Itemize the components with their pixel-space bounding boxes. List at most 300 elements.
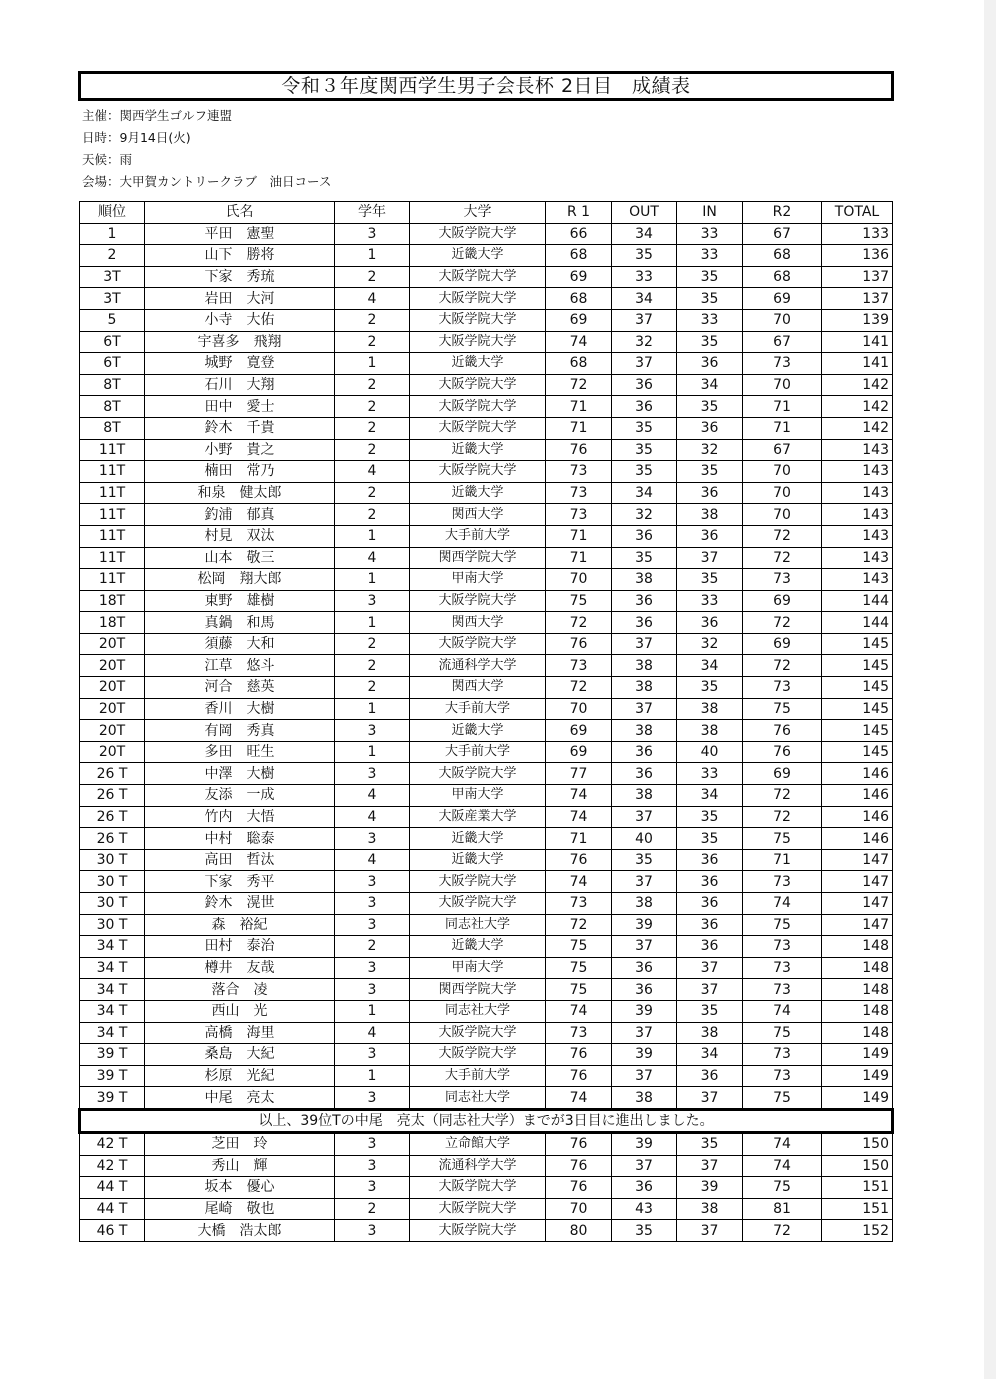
- in-cell: 36: [677, 417, 743, 439]
- out-cell: 35: [612, 547, 677, 569]
- total-cell: 146: [822, 828, 893, 850]
- in-cell: 36: [677, 893, 743, 915]
- rank-cell: 42 T: [80, 1132, 145, 1155]
- r1-cell: 68: [546, 245, 612, 267]
- out-cell: 37: [612, 309, 677, 331]
- table-row: [80, 1000, 893, 1022]
- total-cell: 145: [822, 720, 893, 742]
- total-cell: 150: [822, 1155, 893, 1177]
- in-cell: 37: [677, 1220, 743, 1242]
- in-cell: 35: [677, 396, 743, 418]
- university-cell: 大阪学院大学: [410, 396, 546, 418]
- r2-cell: 72: [743, 547, 822, 569]
- university-cell: 大阪学院大学: [410, 763, 546, 785]
- r2-cell: 73: [743, 569, 822, 591]
- grade-cell: 2: [335, 482, 410, 504]
- total-cell: 149: [822, 1044, 893, 1066]
- in-cell: 35: [677, 569, 743, 591]
- out-cell: 37: [612, 1065, 677, 1087]
- results-body-advanced: [80, 223, 893, 1109]
- table-row: [80, 309, 893, 331]
- total-cell: 147: [822, 849, 893, 871]
- total-cell: 151: [822, 1198, 893, 1220]
- grade-cell: 3: [335, 1044, 410, 1066]
- r1-cell: 70: [546, 698, 612, 720]
- grade-cell: 2: [335, 439, 410, 461]
- rank-cell: 20T: [80, 633, 145, 655]
- grade-cell: 2: [335, 331, 410, 353]
- grade-cell: 3: [335, 223, 410, 245]
- out-cell: 38: [612, 893, 677, 915]
- table-row: [80, 720, 893, 742]
- out-cell: 36: [612, 763, 677, 785]
- r2-cell: 75: [743, 1177, 822, 1199]
- out-cell: 35: [612, 439, 677, 461]
- in-cell: 37: [677, 1155, 743, 1177]
- r1-cell: 74: [546, 1087, 612, 1110]
- name-cell: 多田 旺生: [145, 741, 335, 763]
- university-cell: 大阪学院大学: [410, 871, 546, 893]
- university-cell: 大阪学院大学: [410, 309, 546, 331]
- grade-cell: 3: [335, 957, 410, 979]
- out-cell: 35: [612, 461, 677, 483]
- header-r1: R 1: [546, 202, 612, 224]
- name-cell: 山下 勝将: [145, 245, 335, 267]
- rank-cell: 30 T: [80, 871, 145, 893]
- r1-cell: 76: [546, 439, 612, 461]
- r1-cell: 75: [546, 936, 612, 958]
- venue-line: 会場：大甲賀カントリークラブ 油日コース: [82, 174, 332, 189]
- rank-cell: 8T: [80, 374, 145, 396]
- r2-cell: 67: [743, 439, 822, 461]
- in-cell: 37: [677, 979, 743, 1001]
- rank-cell: 39 T: [80, 1087, 145, 1110]
- cut-note: 以上、39位Tの中尾 亮太（同志社大学）までが3日目に進出しました。: [80, 1109, 893, 1132]
- out-cell: 40: [612, 828, 677, 850]
- total-cell: 143: [822, 482, 893, 504]
- rank-cell: 39 T: [80, 1065, 145, 1087]
- r2-cell: 69: [743, 288, 822, 310]
- total-cell: 133: [822, 223, 893, 245]
- grade-cell: 1: [335, 698, 410, 720]
- rank-cell: 3T: [80, 288, 145, 310]
- grade-cell: 3: [335, 720, 410, 742]
- grade-cell: 1: [335, 569, 410, 591]
- university-cell: 甲南大学: [410, 569, 546, 591]
- r1-cell: 76: [546, 1177, 612, 1199]
- in-cell: 36: [677, 353, 743, 375]
- name-cell: 坂本 優心: [145, 1177, 335, 1199]
- r2-cell: 72: [743, 1220, 822, 1242]
- r2-cell: 75: [743, 828, 822, 850]
- in-cell: 36: [677, 1065, 743, 1087]
- name-cell: 下家 秀琉: [145, 266, 335, 288]
- table-row: [80, 871, 893, 893]
- name-cell: 和泉 健太郎: [145, 482, 335, 504]
- r1-cell: 76: [546, 1132, 612, 1155]
- name-cell: 有岡 秀真: [145, 720, 335, 742]
- table-row: [80, 396, 893, 418]
- r2-cell: 73: [743, 1065, 822, 1087]
- r1-cell: 69: [546, 309, 612, 331]
- total-cell: 152: [822, 1220, 893, 1242]
- in-cell: 35: [677, 288, 743, 310]
- grade-cell: 1: [335, 353, 410, 375]
- grade-cell: 3: [335, 1087, 410, 1110]
- out-cell: 36: [612, 957, 677, 979]
- r2-cell: 72: [743, 806, 822, 828]
- in-cell: 35: [677, 266, 743, 288]
- out-cell: 37: [612, 698, 677, 720]
- header-out: OUT: [612, 202, 677, 224]
- total-cell: 143: [822, 439, 893, 461]
- table-row: [80, 590, 893, 612]
- in-cell: 35: [677, 828, 743, 850]
- total-cell: 143: [822, 569, 893, 591]
- grade-cell: 2: [335, 936, 410, 958]
- university-cell: 近畿大学: [410, 936, 546, 958]
- table-row: [80, 763, 893, 785]
- weather-line: 天候：雨: [82, 152, 133, 167]
- name-cell: 森 裕紀: [145, 914, 335, 936]
- name-cell: 中澤 大樹: [145, 763, 335, 785]
- r2-cell: 72: [743, 785, 822, 807]
- rank-cell: 26 T: [80, 785, 145, 807]
- rank-cell: 11T: [80, 482, 145, 504]
- total-cell: 142: [822, 374, 893, 396]
- r1-cell: 80: [546, 1220, 612, 1242]
- name-cell: 竹内 大悟: [145, 806, 335, 828]
- total-cell: 145: [822, 677, 893, 699]
- r2-cell: 73: [743, 936, 822, 958]
- out-cell: 33: [612, 266, 677, 288]
- table-row: [80, 1177, 893, 1199]
- total-cell: 141: [822, 331, 893, 353]
- in-cell: 35: [677, 461, 743, 483]
- name-cell: 村見 双汰: [145, 525, 335, 547]
- r1-cell: 74: [546, 871, 612, 893]
- university-cell: 大阪学院大学: [410, 590, 546, 612]
- table-row: [80, 914, 893, 936]
- table-row: [80, 655, 893, 677]
- grade-cell: 1: [335, 245, 410, 267]
- r2-cell: 74: [743, 1132, 822, 1155]
- grade-cell: 1: [335, 612, 410, 634]
- r1-cell: 73: [546, 461, 612, 483]
- out-cell: 38: [612, 785, 677, 807]
- in-cell: 34: [677, 1044, 743, 1066]
- total-cell: 145: [822, 655, 893, 677]
- r1-cell: 76: [546, 633, 612, 655]
- name-cell: 松岡 翔大郎: [145, 569, 335, 591]
- table-row: [80, 785, 893, 807]
- out-cell: 36: [612, 525, 677, 547]
- rank-cell: 1: [80, 223, 145, 245]
- in-cell: 34: [677, 785, 743, 807]
- out-cell: 37: [612, 936, 677, 958]
- table-row: [80, 482, 893, 504]
- rank-cell: 30 T: [80, 849, 145, 871]
- university-cell: 大阪学院大学: [410, 461, 546, 483]
- out-cell: 37: [612, 353, 677, 375]
- rank-cell: 6T: [80, 353, 145, 375]
- table-row: [80, 979, 893, 1001]
- total-cell: 150: [822, 1132, 893, 1155]
- grade-cell: 3: [335, 1177, 410, 1199]
- in-cell: 38: [677, 720, 743, 742]
- in-cell: 32: [677, 439, 743, 461]
- r2-cell: 75: [743, 698, 822, 720]
- university-cell: 大阪学院大学: [410, 1022, 546, 1044]
- out-cell: 39: [612, 914, 677, 936]
- r1-cell: 72: [546, 374, 612, 396]
- name-cell: 杉原 光紀: [145, 1065, 335, 1087]
- out-cell: 32: [612, 504, 677, 526]
- grade-cell: 3: [335, 1132, 410, 1155]
- r1-cell: 73: [546, 1022, 612, 1044]
- in-cell: 36: [677, 849, 743, 871]
- out-cell: 36: [612, 590, 677, 612]
- header-total: TOTAL: [822, 202, 893, 224]
- out-cell: 34: [612, 223, 677, 245]
- university-cell: 大阪学院大学: [410, 893, 546, 915]
- rank-cell: 8T: [80, 396, 145, 418]
- rank-cell: 11T: [80, 439, 145, 461]
- in-cell: 32: [677, 633, 743, 655]
- total-cell: 149: [822, 1065, 893, 1087]
- table-row: [80, 1044, 893, 1066]
- rank-cell: 34 T: [80, 1000, 145, 1022]
- out-cell: 36: [612, 1177, 677, 1199]
- grade-cell: 1: [335, 525, 410, 547]
- table-row: [80, 1065, 893, 1087]
- university-cell: 同志社大学: [410, 1087, 546, 1110]
- name-cell: 鈴木 千貴: [145, 417, 335, 439]
- in-cell: 36: [677, 525, 743, 547]
- r1-cell: 69: [546, 720, 612, 742]
- in-cell: 33: [677, 223, 743, 245]
- out-cell: 35: [612, 245, 677, 267]
- table-row: [80, 525, 893, 547]
- table-row: [80, 1132, 893, 1155]
- r2-cell: 75: [743, 914, 822, 936]
- organizer-line: 主催：関西学生ゴルフ連盟: [82, 108, 233, 123]
- university-cell: 流通科学大学: [410, 1155, 546, 1177]
- rank-cell: 44 T: [80, 1198, 145, 1220]
- grade-cell: 4: [335, 806, 410, 828]
- in-cell: 34: [677, 374, 743, 396]
- university-cell: 大阪学院大学: [410, 266, 546, 288]
- rank-cell: 3T: [80, 266, 145, 288]
- header-row: [80, 202, 893, 224]
- r1-cell: 76: [546, 1065, 612, 1087]
- table-row: [80, 936, 893, 958]
- r2-cell: 75: [743, 1087, 822, 1110]
- in-cell: 33: [677, 763, 743, 785]
- r1-cell: 68: [546, 353, 612, 375]
- rank-cell: 26 T: [80, 763, 145, 785]
- in-cell: 35: [677, 806, 743, 828]
- university-cell: 大阪学院大学: [410, 1044, 546, 1066]
- rank-cell: 34 T: [80, 957, 145, 979]
- in-cell: 36: [677, 871, 743, 893]
- university-cell: 甲南大学: [410, 957, 546, 979]
- rank-cell: 26 T: [80, 806, 145, 828]
- r1-cell: 73: [546, 655, 612, 677]
- header-university: 大学: [410, 202, 546, 224]
- table-row: [80, 288, 893, 310]
- table-row: [80, 266, 893, 288]
- name-cell: 田中 愛士: [145, 396, 335, 418]
- out-cell: 43: [612, 1198, 677, 1220]
- r2-cell: 72: [743, 655, 822, 677]
- total-cell: 143: [822, 504, 893, 526]
- table-row: [80, 633, 893, 655]
- university-cell: 大阪学院大学: [410, 223, 546, 245]
- results-body-eliminated: [80, 1132, 893, 1241]
- total-cell: 143: [822, 461, 893, 483]
- grade-cell: 3: [335, 1155, 410, 1177]
- r2-cell: 71: [743, 417, 822, 439]
- r2-cell: 73: [743, 353, 822, 375]
- page-title: 令和３年度関西学生男子会長杯 2日目 成績表: [78, 71, 894, 101]
- in-cell: 37: [677, 1087, 743, 1110]
- name-cell: 桑島 大紀: [145, 1044, 335, 1066]
- name-cell: 城野 寛登: [145, 353, 335, 375]
- grade-cell: 2: [335, 655, 410, 677]
- table-row: [80, 612, 893, 634]
- grade-cell: 4: [335, 849, 410, 871]
- university-cell: 近畿大学: [410, 353, 546, 375]
- out-cell: 39: [612, 1132, 677, 1155]
- rank-cell: 30 T: [80, 914, 145, 936]
- university-cell: 同志社大学: [410, 1000, 546, 1022]
- name-cell: 河合 慈英: [145, 677, 335, 699]
- table-row: [80, 417, 893, 439]
- rank-cell: 46 T: [80, 1220, 145, 1242]
- r1-cell: 72: [546, 677, 612, 699]
- out-cell: 34: [612, 482, 677, 504]
- r2-cell: 69: [743, 590, 822, 612]
- rank-cell: 11T: [80, 525, 145, 547]
- name-cell: 須藤 大和: [145, 633, 335, 655]
- university-cell: 大阪学院大学: [410, 288, 546, 310]
- rank-cell: 2: [80, 245, 145, 267]
- total-cell: 151: [822, 1177, 893, 1199]
- r2-cell: 67: [743, 223, 822, 245]
- grade-cell: 3: [335, 871, 410, 893]
- table-row: [80, 1220, 893, 1242]
- out-cell: 36: [612, 612, 677, 634]
- total-cell: 146: [822, 785, 893, 807]
- name-cell: 楠田 常乃: [145, 461, 335, 483]
- r2-cell: 68: [743, 245, 822, 267]
- r1-cell: 73: [546, 482, 612, 504]
- name-cell: 高橋 海里: [145, 1022, 335, 1044]
- r2-cell: 72: [743, 525, 822, 547]
- r1-cell: 75: [546, 957, 612, 979]
- r1-cell: 71: [546, 828, 612, 850]
- cut-note-section: [80, 1109, 893, 1132]
- r1-cell: 74: [546, 1000, 612, 1022]
- table-row: [80, 893, 893, 915]
- university-cell: 近畿大学: [410, 849, 546, 871]
- rank-cell: 18T: [80, 612, 145, 634]
- university-cell: 近畿大学: [410, 245, 546, 267]
- total-cell: 144: [822, 612, 893, 634]
- in-cell: 36: [677, 936, 743, 958]
- out-cell: 38: [612, 720, 677, 742]
- out-cell: 37: [612, 871, 677, 893]
- rank-cell: 42 T: [80, 1155, 145, 1177]
- grade-cell: 2: [335, 396, 410, 418]
- total-cell: 148: [822, 957, 893, 979]
- in-cell: 36: [677, 612, 743, 634]
- university-cell: 大阪学院大学: [410, 417, 546, 439]
- in-cell: 33: [677, 309, 743, 331]
- name-cell: 岩田 大河: [145, 288, 335, 310]
- name-cell: 下家 秀平: [145, 871, 335, 893]
- in-cell: 40: [677, 741, 743, 763]
- rank-cell: 20T: [80, 655, 145, 677]
- total-cell: 147: [822, 893, 893, 915]
- in-cell: 38: [677, 504, 743, 526]
- r1-cell: 73: [546, 893, 612, 915]
- total-cell: 147: [822, 871, 893, 893]
- table-row: [80, 504, 893, 526]
- out-cell: 34: [612, 288, 677, 310]
- in-cell: 39: [677, 1177, 743, 1199]
- name-cell: 友添 一成: [145, 785, 335, 807]
- name-cell: 鈴木 滉世: [145, 893, 335, 915]
- r2-cell: 73: [743, 957, 822, 979]
- total-cell: 139: [822, 309, 893, 331]
- grade-cell: 3: [335, 828, 410, 850]
- grade-cell: 3: [335, 914, 410, 936]
- table-row: [80, 461, 893, 483]
- rank-cell: 26 T: [80, 828, 145, 850]
- r2-cell: 74: [743, 893, 822, 915]
- in-cell: 35: [677, 331, 743, 353]
- date-line: 日時：9月14日(火): [82, 130, 191, 145]
- university-cell: 関西大学: [410, 677, 546, 699]
- header-r2: R2: [743, 202, 822, 224]
- r2-cell: 70: [743, 374, 822, 396]
- total-cell: 142: [822, 396, 893, 418]
- rank-cell: 8T: [80, 417, 145, 439]
- r2-cell: 69: [743, 763, 822, 785]
- university-cell: 関西大学: [410, 504, 546, 526]
- results-table: [78, 201, 894, 1242]
- rank-cell: 34 T: [80, 979, 145, 1001]
- table-row: [80, 1155, 893, 1177]
- r2-cell: 70: [743, 309, 822, 331]
- r1-cell: 75: [546, 590, 612, 612]
- r1-cell: 74: [546, 806, 612, 828]
- total-cell: 144: [822, 590, 893, 612]
- in-cell: 35: [677, 1000, 743, 1022]
- out-cell: 38: [612, 569, 677, 591]
- name-cell: 中村 聡泰: [145, 828, 335, 850]
- r2-cell: 71: [743, 396, 822, 418]
- grade-cell: 3: [335, 893, 410, 915]
- university-cell: 甲南大学: [410, 785, 546, 807]
- grade-cell: 2: [335, 374, 410, 396]
- university-cell: 近畿大学: [410, 482, 546, 504]
- table-row: [80, 849, 893, 871]
- table-row: [80, 828, 893, 850]
- header-rank: 順位: [80, 202, 145, 224]
